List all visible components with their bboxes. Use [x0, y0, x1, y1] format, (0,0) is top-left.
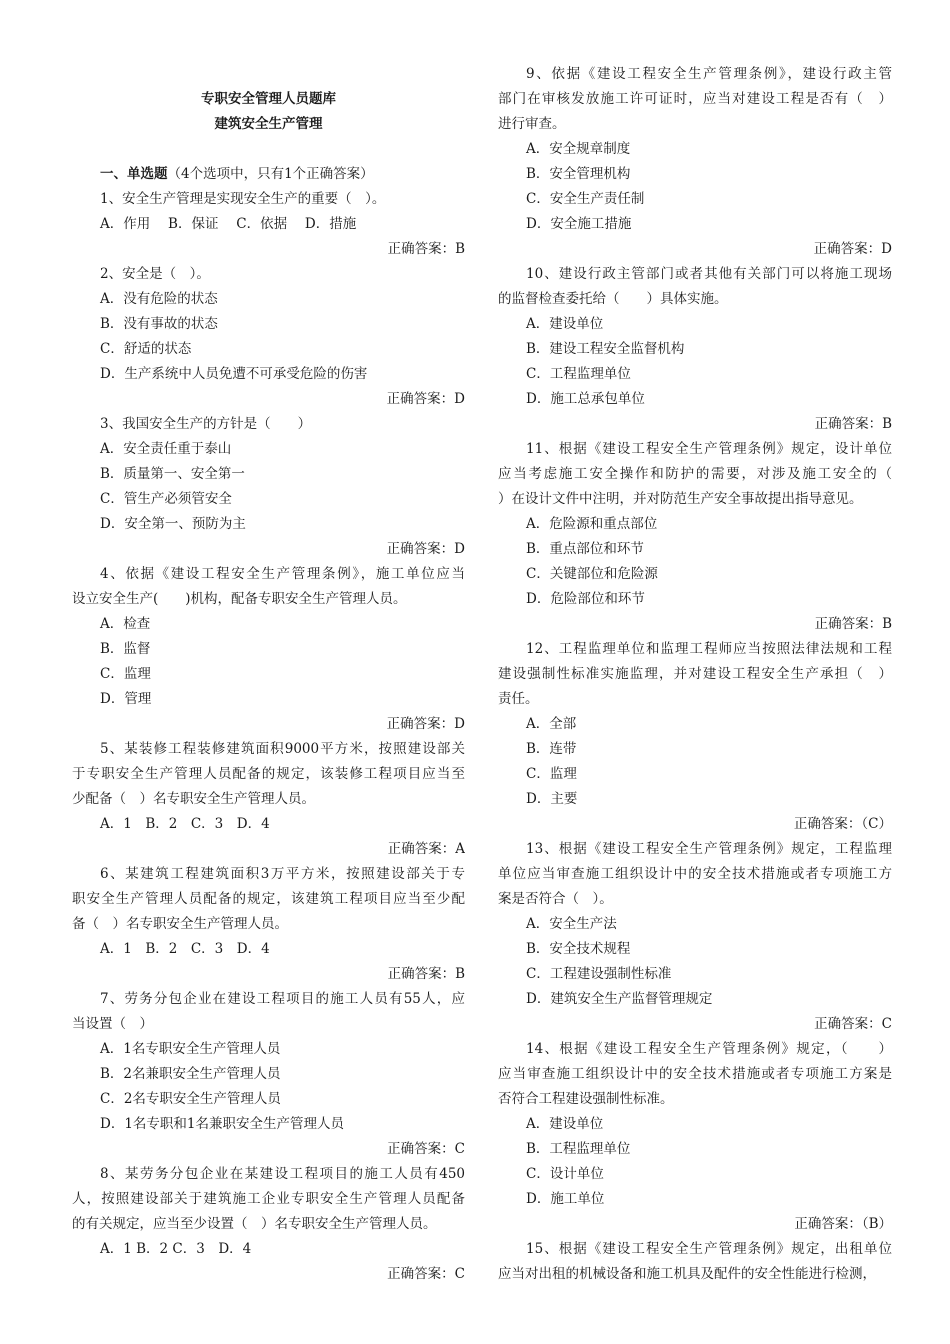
question-stem-line: 10、建设行政主管部门或者其他有关部门可以将施工现场 — [526, 266, 892, 282]
answer-option: A．作用 B．保证 C．依据 D．措施 — [100, 216, 357, 232]
question-block — [72, 562, 465, 737]
question-block — [498, 262, 892, 437]
answer-option: D．施工总承包单位 — [526, 391, 645, 407]
answer-option: D．主要 — [526, 791, 578, 807]
correct-answer: 正确答案：（C） — [793, 816, 892, 832]
answer-option: D．生产系统中人员免遭不可承受危险的伤害 — [100, 366, 368, 382]
question-block — [498, 1237, 892, 1287]
question-stem-line: 2、安全是（ ）。 — [100, 266, 210, 282]
answer-option: A．1 B．2 C．3 D．4 — [100, 941, 270, 957]
question-stem-line: 13、根据《建设工程安全生产管理条例》规定，工程监理 — [526, 841, 892, 857]
answer-option: B．安全技术规程 — [526, 941, 631, 957]
correct-answer: 正确答案：D — [386, 391, 465, 407]
question-stem-line: 应当对出租的机械设备和施工机具及配件的安全性能进行检测， — [498, 1266, 876, 1282]
question-stem-line: 设立安全生产( )机构，配备专职安全生产管理人员。 — [72, 591, 407, 607]
question-stem-line: 否符合工程建设强制性标准。 — [498, 1091, 674, 1107]
answer-option: B．工程监理单位 — [526, 1141, 631, 1157]
answer-option: D．安全施工措施 — [526, 216, 632, 232]
question-stem-line: 应当审查施工组织设计中的安全技术措施或者专项施工方案是 — [498, 1066, 892, 1082]
correct-answer: 正确答案：（B） — [794, 1216, 892, 1232]
question-stem-line: 9、依据《建设工程安全生产管理条例》，建设行政主管 — [526, 66, 892, 82]
question-stem-line: 15、根据《建设工程安全生产管理条例》规定，出租单位 — [526, 1241, 892, 1257]
section-heading-label: 一、单选题 — [100, 166, 168, 182]
question-block — [72, 187, 465, 262]
correct-answer: 正确答案：C — [387, 1141, 465, 1157]
answer-option: A．没有危险的状态 — [100, 291, 218, 307]
question-stem-line: 3、我国安全生产的方针是（ ） — [100, 416, 312, 432]
question-stem-line: 单位应当审查施工组织设计中的安全技术措施或者专项施工方 — [498, 866, 892, 882]
question-stem-line: 4、依据《建设工程安全生产管理条例》，施工单位应当 — [100, 566, 465, 582]
question-stem-line: 12、工程监理单位和监理工程师应当按照法律法规和工程 — [526, 641, 892, 657]
answer-option: C．2名专职安全生产管理人员 — [100, 1091, 281, 1107]
correct-answer: 正确答案：D — [813, 241, 892, 257]
question-stem-line: ）在设计文件中注明，并对防范生产安全事故提出指导意见。 — [498, 491, 863, 507]
question-block — [498, 437, 892, 637]
answer-option: A．安全生产法 — [526, 916, 617, 932]
answer-option: B．安全管理机构 — [526, 166, 631, 182]
answer-option: A．检查 — [100, 616, 151, 632]
question-stem-line: 的监督检查委托给（ ）具体实施。 — [498, 291, 728, 307]
question-stem-line: 5、某装修工程装修建筑面积9000平方米，按照建设部关 — [100, 741, 465, 757]
right-column — [498, 62, 892, 1287]
question-block — [498, 837, 892, 1037]
answer-option: B．连带 — [526, 741, 577, 757]
question-stem-line: 少配备（ ）名专职安全生产管理人员。 — [72, 791, 315, 807]
answer-option: B．2名兼职安全生产管理人员 — [100, 1066, 281, 1082]
question-stem-line: 进行审查。 — [498, 116, 566, 132]
question-stem-line: 职安全生产管理人员配备的规定，该建筑工程项目应当至少配 — [72, 891, 465, 907]
correct-answer: 正确答案：A — [387, 841, 465, 857]
correct-answer: 正确答案：D — [386, 541, 465, 557]
question-stem-line: 14、根据《建设工程安全生产管理条例》规定，（ ） — [526, 1041, 892, 1057]
answer-option: C．工程监理单位 — [526, 366, 631, 382]
question-block — [498, 1037, 892, 1237]
question-stem-line: 7、劳务分包企业在建设工程项目的施工人员有55人，应 — [100, 991, 465, 1007]
answer-option: C．关键部位和危险源 — [526, 566, 658, 582]
correct-answer: 正确答案：C — [387, 1266, 465, 1282]
answer-option: C．工程建设强制性标准 — [526, 966, 672, 982]
answer-option: C．舒适的状态 — [100, 341, 192, 357]
answer-option: C．安全生产责任制 — [526, 191, 645, 207]
question-block — [72, 862, 465, 987]
left-question-list — [72, 187, 465, 1287]
section-heading-note: （4个选项中，只有1个正确答案） — [167, 166, 374, 182]
answer-option: A．安全责任重于泰山 — [100, 441, 232, 457]
question-stem-line: 部门在审核发放施工许可证时，应当对建设工程是否有（ ） — [498, 91, 892, 107]
question-block — [72, 262, 465, 412]
answer-option: C．监理 — [100, 666, 151, 682]
question-stem-line: 6、某建筑工程建筑面积3万平方米，按照建设部关于专 — [100, 866, 465, 882]
answer-option: B．重点部位和环节 — [526, 541, 644, 557]
question-stem-line: 于专职安全生产管理人员配备的规定，该装修工程项目应当至 — [72, 766, 465, 782]
answer-option: A．建设单位 — [526, 316, 604, 332]
answer-option: A．1 B．2 C．3 D．4 — [100, 816, 270, 832]
doc-title: 专职安全管理人员题库 — [201, 91, 336, 107]
correct-answer: 正确答案：B — [814, 616, 892, 632]
correct-answer: 正确答案：B — [814, 416, 892, 432]
question-stem-line: 备（ ）名专职安全生产管理人员。 — [72, 916, 288, 932]
correct-answer: 正确答案：D — [386, 716, 465, 732]
answer-option: B．没有事故的状态 — [100, 316, 218, 332]
answer-option: B．建设工程安全监督机构 — [526, 341, 685, 357]
question-block — [72, 1162, 465, 1287]
right-question-list — [498, 62, 892, 1287]
doc-subtitle: 建筑安全生产管理 — [214, 116, 323, 132]
question-stem-line: 11、根据《建设工程安全生产管理条例》规定，设计单位 — [526, 441, 892, 457]
question-stem-line: 建设强制性标准实施监理，并对建设工程安全生产承担（ ） — [498, 666, 892, 682]
question-block — [72, 987, 465, 1162]
question-stem-line: 人，按照建设部关于建筑施工企业专职安全生产管理人员配备 — [72, 1191, 465, 1207]
answer-option: A．1 B．2 C．3 D．4 — [100, 1241, 252, 1257]
question-block — [72, 737, 465, 862]
correct-answer: 正确答案：C — [814, 1016, 892, 1032]
correct-answer: 正确答案：B — [387, 241, 465, 257]
answer-option: A．1名专职安全生产管理人员 — [100, 1041, 281, 1057]
answer-option: A．全部 — [526, 716, 577, 732]
answer-option: A．危险源和重点部位 — [526, 516, 658, 532]
answer-option: D．施工单位 — [526, 1191, 605, 1207]
answer-option: D．建筑安全生产监督管理规定 — [526, 991, 713, 1007]
answer-option: D．安全第一、预防为主 — [100, 516, 246, 532]
question-stem-line: 1、安全生产管理是实现安全生产的重要（ ）。 — [100, 191, 386, 207]
answer-option: D．危险部位和环节 — [526, 591, 645, 607]
question-stem-line: 的有关规定，应当至少设置（ ）名专职安全生产管理人员。 — [72, 1216, 437, 1232]
question-stem-line: 案是否符合（ ）。 — [498, 891, 613, 907]
question-block — [498, 637, 892, 837]
question-block — [498, 62, 892, 262]
question-block — [72, 412, 465, 562]
answer-option: A．建设单位 — [526, 1116, 604, 1132]
question-stem-line: 8、某劳务分包企业在某建设工程项目的施工人员有450 — [100, 1166, 465, 1182]
question-stem-line: 应当考虑施工安全操作和防护的需要，对涉及施工安全的（ — [498, 466, 892, 482]
section-heading — [72, 162, 465, 187]
answer-option: B．监督 — [100, 641, 151, 657]
question-stem-line: 当设置（ ） — [72, 1016, 153, 1032]
answer-option: D．1名专职和1名兼职安全生产管理人员 — [100, 1116, 345, 1132]
correct-answer: 正确答案：B — [387, 966, 465, 982]
left-column — [72, 62, 465, 1287]
answer-option: C．管生产必须管安全 — [100, 491, 232, 507]
answer-option: D．管理 — [100, 691, 152, 707]
answer-option: C．设计单位 — [526, 1166, 604, 1182]
question-stem-line: 责任。 — [498, 691, 539, 707]
answer-option: C．监理 — [526, 766, 577, 782]
answer-option: B．质量第一、安全第一 — [100, 466, 245, 482]
answer-option: A．安全规章制度 — [526, 141, 631, 157]
